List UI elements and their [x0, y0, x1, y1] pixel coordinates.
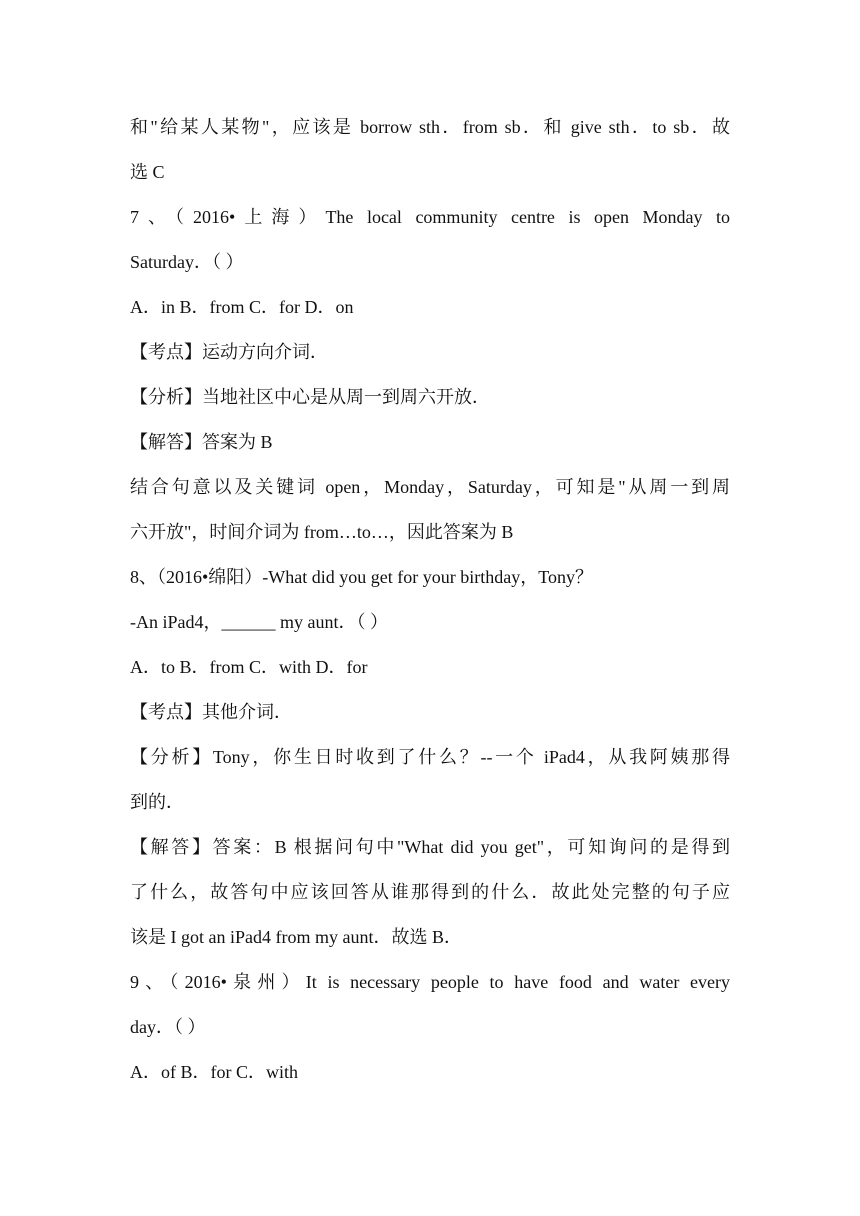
question-7-jieda: 【解答】答案为 B [130, 432, 273, 452]
question-8-kaodian: 【考点】其他介词． [130, 702, 292, 722]
question-8-jieda-continued-2: 该是 I got an iPad4 from my aunt．故选 B． [130, 927, 462, 947]
question-7-explanation-continued: 六开放"，时间介词为 from…to…，因此答案为 B [130, 522, 514, 542]
question-7-kaodian: 【考点】运动方向介词． [130, 342, 328, 362]
text-line-2: 选 C [130, 162, 165, 182]
question-9-stem: 9、（2016•泉州）It is necessary people to have food and water every [130, 972, 730, 992]
text-line-1: 和"给某人某物"，应该是 borrow sth．from sb．和 give sth．to sb．故 [130, 117, 730, 137]
question-8-options: A．to B．from C．with D．for [130, 657, 368, 677]
question-8-stem-continued: -An iPad4，______ my aunt．（ ） [130, 612, 388, 632]
question-8-jieda-continued-1: 了什么，故答句中应该回答从谁那得到的什么．故此处完整的句子应 [130, 882, 730, 902]
question-8-fenxi: 【分析】Tony，你生日时收到了什么？--一个 iPad4，从我阿姨那得 [130, 747, 730, 767]
question-8-fenxi-continued: 到的． [130, 792, 184, 812]
question-7-stem-continued: Saturday．（ ） [130, 252, 244, 272]
question-8-jieda: 【解答】答案：B 根据问句中"What did you get"，可知询问的是得到 [130, 837, 730, 857]
question-9-options: A．of B．for C．with [130, 1062, 298, 1082]
document-body [130, 105, 730, 1095]
question-7-fenxi: 【分析】当地社区中心是从周一到周六开放． [130, 387, 490, 407]
question-8-stem: 8、（2016•绵阳）-What did you get for your birthday，Tony？ [130, 567, 593, 587]
question-7-explanation: 结合句意以及关键词 open，Monday，Saturday，可知是"从周一到周 [130, 477, 730, 497]
question-7-options: A．in B．from C．for D．on [130, 297, 354, 317]
question-9-stem-continued: day．（ ） [130, 1017, 206, 1037]
question-7-stem: 7、（2016•上海）The local community centre is open Monday to [130, 207, 730, 227]
